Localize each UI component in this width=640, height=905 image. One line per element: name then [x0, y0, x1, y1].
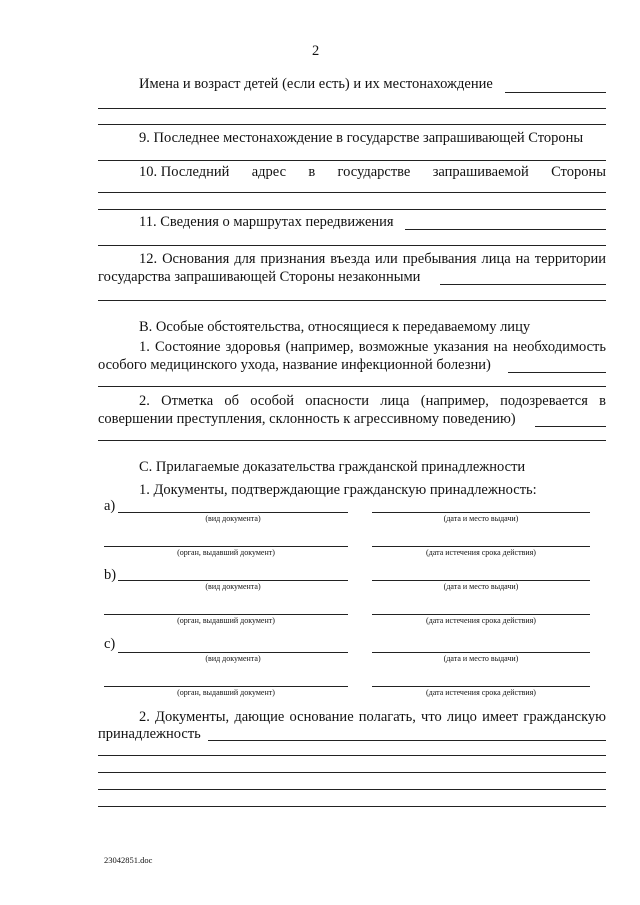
- blank-line: [98, 108, 606, 109]
- item-11-fill-line: [405, 229, 606, 230]
- authority-line: [104, 686, 348, 687]
- authority-caption: (орган, выдавший документ): [177, 688, 275, 697]
- file-name-footer: 23042851.doc: [104, 855, 153, 865]
- blank-line: [98, 124, 606, 125]
- doc-type-caption: (вид документа): [205, 514, 261, 523]
- authority-line: [104, 546, 348, 547]
- item-12-label-line2: государства запрашивающей Стороны незаконными: [98, 269, 421, 285]
- expiry-line: [372, 546, 590, 547]
- section-b-heading: В. Особые обстоятельства, относящиеся к передаваемому лицу: [139, 319, 531, 335]
- expiry-line: [372, 614, 590, 615]
- section-b-item1-fill-line: [508, 372, 606, 373]
- doc-type-caption: (вид документа): [205, 654, 261, 663]
- children-label: Имена и возраст детей (если есть) и их местонахождение: [139, 76, 493, 92]
- authority-line: [104, 614, 348, 615]
- item-10-label: 10. Последний адрес в государстве запрашиваемой Стороны: [139, 164, 606, 180]
- issue-caption: (дата и место выдачи): [443, 582, 519, 591]
- page-number: 2: [312, 43, 320, 59]
- section-c-item2-line2: принадлежность: [98, 726, 201, 742]
- blank-line: [98, 789, 606, 790]
- blank-line: [98, 209, 606, 210]
- expiry-caption: (дата истечения срока действия): [426, 688, 536, 697]
- issue-line: [372, 512, 590, 513]
- section-c-item1-label: 1. Документы, подтверждающие гражданскую принадлежность:: [139, 482, 537, 498]
- section-b-item2-line1: 2. Отметка об особой опасности лица (например, подозревается в: [139, 393, 606, 409]
- section-b-item2-line2: совершении преступления, склонность к агрессивному поведению): [98, 411, 516, 427]
- section-b-item2-fill-line: [535, 426, 606, 427]
- section-c-item2-fill-line: [208, 740, 606, 741]
- authority-caption: (орган, выдавший документ): [177, 616, 275, 625]
- item-12-fill-line: [440, 284, 606, 285]
- expiry-line: [372, 686, 590, 687]
- issue-line: [372, 580, 590, 581]
- blank-line: [98, 806, 606, 807]
- blank-line: [98, 755, 606, 756]
- item-9-label: 9. Последнее местонахождение в государстве запрашивающей Стороны: [139, 130, 584, 146]
- blank-line: [98, 192, 606, 193]
- doc-type-line: [118, 580, 348, 581]
- issue-caption: (дата и место выдачи): [443, 514, 519, 523]
- authority-caption: (орган, выдавший документ): [177, 548, 275, 557]
- section-c-item2-line1: 2. Документы, дающие основание полагать, что лицо имеет гражданскую: [139, 709, 606, 725]
- children-fill-line: [505, 92, 606, 93]
- entry-marker-a: a): [104, 498, 116, 514]
- issue-caption: (дата и место выдачи): [443, 654, 519, 663]
- blank-line: [98, 160, 606, 161]
- section-b-item1-line1: 1. Состояние здоровья (например, возможные указания на необходимость: [139, 339, 606, 355]
- section-b-item1-line2: особого медицинского ухода, название инфекционной болезни): [98, 357, 491, 373]
- issue-line: [372, 652, 590, 653]
- entry-marker-c: c): [104, 636, 116, 652]
- item-11-label: 11. Сведения о маршрутах передвижения: [139, 214, 394, 230]
- blank-line: [98, 386, 606, 387]
- section-c-heading: С. Прилагаемые доказательства гражданской принадлежности: [139, 459, 526, 475]
- entry-marker-b: b): [104, 567, 117, 583]
- doc-type-caption: (вид документа): [205, 582, 261, 591]
- expiry-caption: (дата истечения срока действия): [426, 616, 536, 625]
- expiry-caption: (дата истечения срока действия): [426, 548, 536, 557]
- blank-line: [98, 300, 606, 301]
- blank-line: [98, 440, 606, 441]
- item-12-label-line1: 12. Основания для признания въезда или пребывания лица на территории: [139, 251, 606, 267]
- doc-type-line: [118, 512, 348, 513]
- blank-line: [98, 245, 606, 246]
- doc-type-line: [118, 652, 348, 653]
- blank-line: [98, 772, 606, 773]
